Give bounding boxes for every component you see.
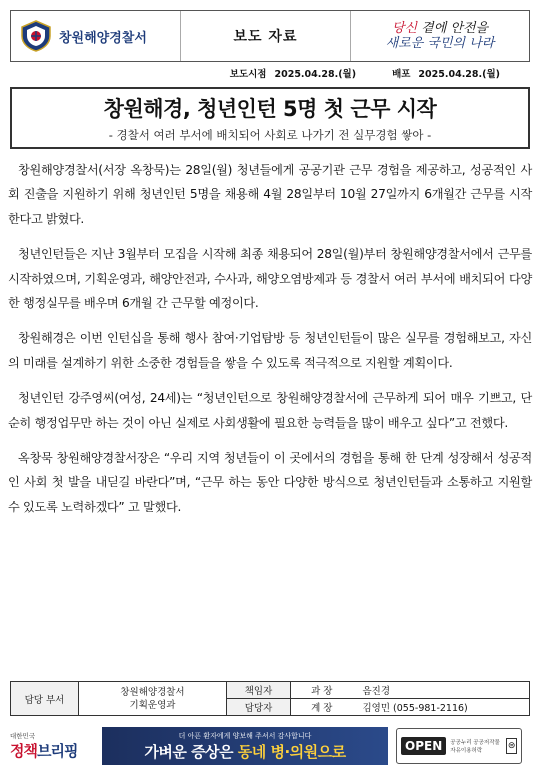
coast-guard-emblem-icon: [19, 19, 53, 53]
press-release-header: [10, 10, 530, 62]
open-badge: OPEN: [401, 737, 446, 755]
paragraph: 청년인턴 강주영씨(여성, 24세)는 “청년인턴으로 창원해양경찰서에 근무하게 되어 매우 기쁘고, 단순히 행정업무만 하는 것이 아닌 실제로 사회생활에 필요한 능력들을 많이 배우고 싶다”고 전했다.: [8, 391, 532, 430]
open-license-text: 공공누리 공공저작물 자유이용허락: [450, 740, 500, 754]
kogl-open-license[interactable]: [396, 728, 522, 764]
doc-type-label: 보도 자료: [181, 11, 351, 61]
dept-name-line2: 기획운영과: [129, 699, 176, 711]
slogan-line2-text: 새로운 국민의 나라: [385, 36, 495, 51]
campaign-banner[interactable]: [102, 727, 388, 765]
footer-banners: [10, 727, 530, 765]
article-body: [8, 158, 532, 530]
org-name: 창원해양경찰서: [59, 30, 147, 46]
campaign-small-text: 더 아픈 환자에게 양보해 주셔서 감사합니다: [178, 731, 312, 740]
release-info: [230, 66, 500, 80]
slogan-red-text: 당신: [391, 21, 418, 36]
distribution-date: 2025.04.28.(월): [418, 69, 500, 80]
position-staff: 계 장: [291, 699, 353, 716]
role-manager: 책임자: [227, 682, 291, 699]
person-staff: 김영민 (055-981-2116): [353, 699, 530, 716]
role-staff: 담당자: [227, 699, 291, 716]
person-manager: 음진경: [353, 682, 530, 699]
slogan: [351, 11, 529, 61]
slogan-line1-text: 곁에 안전을: [417, 21, 489, 36]
headline-subtitle: - 경찰서 여러 부서에 배치되어 사회로 나가기 전 실무경험 쌓아 -: [108, 128, 432, 142]
org-logo-block: [11, 11, 181, 61]
dept-name: [79, 682, 227, 716]
paragraph: 창원해경은 이번 인턴십을 통해 행사 참여·기업탐방 등 청년인턴들이 많은 실무를 경험해보고, 자신의 미래를 설계하기 위한 소중한 경험들을 쌓을 수 있도록 적극적으로 지원할 계획이다.: [8, 331, 532, 370]
dept-name-line1: 창원해양경찰서: [120, 686, 185, 698]
embargo-label: 보도시점: [229, 69, 267, 80]
brief-blue-text: 브리핑: [36, 742, 78, 760]
campaign-text-b: 동네 병·의원으로: [237, 742, 346, 761]
license-type-icon: ⊜: [506, 738, 517, 754]
campaign-text-a: 가벼운 증상은: [144, 742, 238, 761]
headline-box: [10, 87, 530, 149]
brief-small-text: 대한민국: [10, 732, 36, 740]
paragraph: 청년인턴들은 지난 3월부터 모집을 시작해 최종 채용되어 28일(월)부터 창원해양경찰서에서 근무를 시작하였으며, 기획운영과, 해양안전과, 수사과, 해양오염방제과 등 경찰서 여러 부서에 배치되어 다양한 행정실무를 배우며 6개월 간 근무할 예정이다.: [8, 247, 532, 311]
embargo-date: 2025.04.28.(월): [274, 69, 357, 80]
policy-briefing-logo[interactable]: [10, 727, 94, 765]
paragraph: 창원해양경찰서(서장 옥창묵)는 28일(월) 청년들에게 공공기관 근무 경험을 제공하고, 성공적인 사회 진출을 지원하기 위해 청년인턴 5명을 채용해 4월 28일부터 10월 27일까지 6개월간 근무를 시작한다고 밝혔다.: [8, 163, 532, 226]
contact-table: [10, 681, 530, 716]
paragraph: 옥창묵 창원해양경찰서장은 “우리 지역 청년들이 이 곳에서의 경험을 통해 한 단계 성장해서 성공적인 사회 첫 발을 내딛길 바란다”며, “근무 하는 동안 다양한 방식으로 청년인턴들과 소통하고 지원할 수 있도록 노력하겠다” 고 말했다.: [8, 451, 532, 514]
dept-label: 담당 부서: [11, 682, 79, 716]
headline-title: 창원해경, 청년인턴 5명 첫 근무 시작: [103, 97, 437, 121]
distribution-label: 배포: [392, 69, 411, 80]
brief-red-text: 정책: [10, 742, 37, 760]
position-manager: 과 장: [291, 682, 353, 699]
